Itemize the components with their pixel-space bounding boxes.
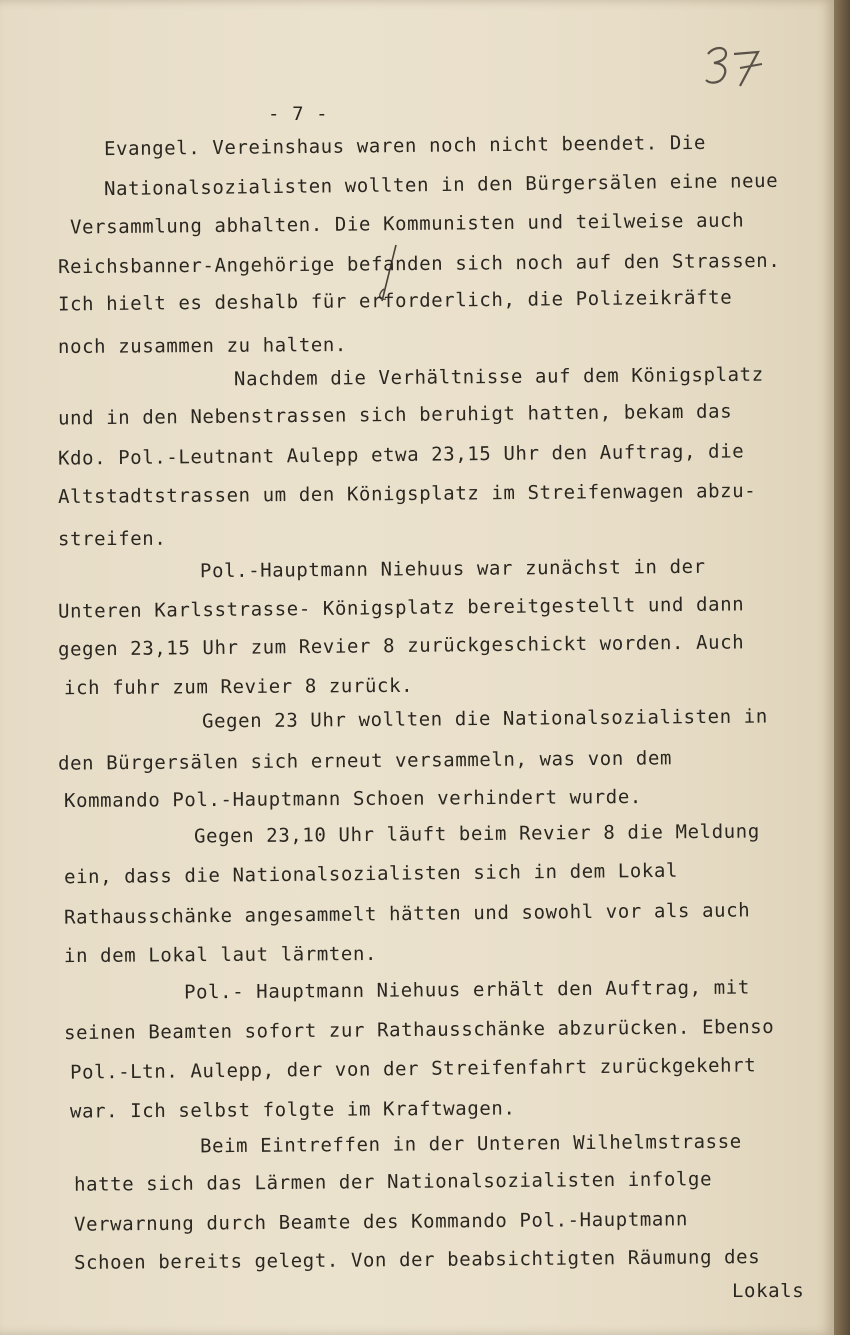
text-line: Nachdem die Verhältnisse auf dem Königsplatz <box>233 363 764 391</box>
text-line: noch zusammen zu halten. <box>57 333 348 359</box>
text-line: Reichsbanner-Angehörige befanden sich noch auf den Strassen. <box>57 249 781 279</box>
catchword: Lokals <box>732 1280 805 1302</box>
text-line: Nationalsozialisten wollten in den Bürgersälen eine neue <box>103 169 779 201</box>
text-line: Pol.-Hauptmann Niehuus war zunächst in der <box>199 555 706 583</box>
text-line: Gegen 23 Uhr wollten die Nationalsozialisten in <box>201 705 768 733</box>
text-line: ein, dass die Nationalsozialisten sich in dem Lokal <box>63 859 679 889</box>
text-line: Beim Eintreffen in der Unteren Wilhelmstrasse <box>199 1130 742 1158</box>
page-number: - 7 - <box>268 103 329 125</box>
text-line: Gegen 23,10 Uhr läuft beim Revier 8 die Meldung <box>193 820 760 848</box>
text-line: Pol.-Ltn. Aulepp, der von der Streifenfahrt zurückgekehrt <box>69 1054 757 1084</box>
handwritten-folio-number <box>700 40 770 90</box>
text-line: Altstadtstrassen um den Königsplatz im Streifenwagen abzu- <box>57 479 757 509</box>
text-line: seinen Beamten sofort zur Rathausschänke abzurücken. Ebenso <box>63 1015 775 1045</box>
text-line: Kdo. Pol.-Leutnant Aulepp etwa 23,15 Uhr den Auftrag, die <box>57 440 745 470</box>
page-edge <box>834 0 850 1335</box>
text-line: Evangel. Vereinshaus waren noch nicht beendet. Die <box>103 131 707 161</box>
text-line: streifen. <box>57 527 167 551</box>
text-line: Unteren Karlsstrasse- Königsplatz bereitgestellt und dann <box>57 593 745 623</box>
text-line: Kommando Pol.-Hauptmann Schoen verhindert wurde. <box>63 785 642 813</box>
text-line: Verwarnung durch Beamte des Kommando Pol.-Hauptmann <box>73 1208 689 1236</box>
text-line: hatte sich das Lärmen der Nationalsozialisten infolge <box>73 1168 713 1196</box>
text-line: Schoen bereits gelegt. Von der beabsichtigten Räumung des <box>73 1246 761 1274</box>
text-line: gegen 23,15 Uhr zum Revier 8 zurückgeschickt worden. Auch <box>57 631 745 661</box>
text-line: in dem Lokal laut lärmten. <box>63 942 378 968</box>
text-line: den Bürgersälen sich erneut versammeln, was von dem <box>57 747 673 775</box>
text-line: Versammlung abhalten. Die Kommunisten und teilweise auch <box>69 209 745 239</box>
text-line: Pol.- Hauptmann Niehuus erhält den Auftrag, mit <box>183 976 750 1004</box>
text-line: und in den Nebenstrassen sich beruhigt hatten, bekam das <box>57 400 733 430</box>
text-line: war. Ich selbst folgte im Kraftwagen. <box>69 1097 516 1123</box>
text-line: Rathausschänke angesammelt hätten und sowohl vor als auch <box>63 899 751 929</box>
text-line: ich fuhr zum Revier 8 zurück. <box>63 674 414 700</box>
text-line: Ich hielt es deshalb für erforderlich, die Polizeikräfte <box>57 286 733 316</box>
